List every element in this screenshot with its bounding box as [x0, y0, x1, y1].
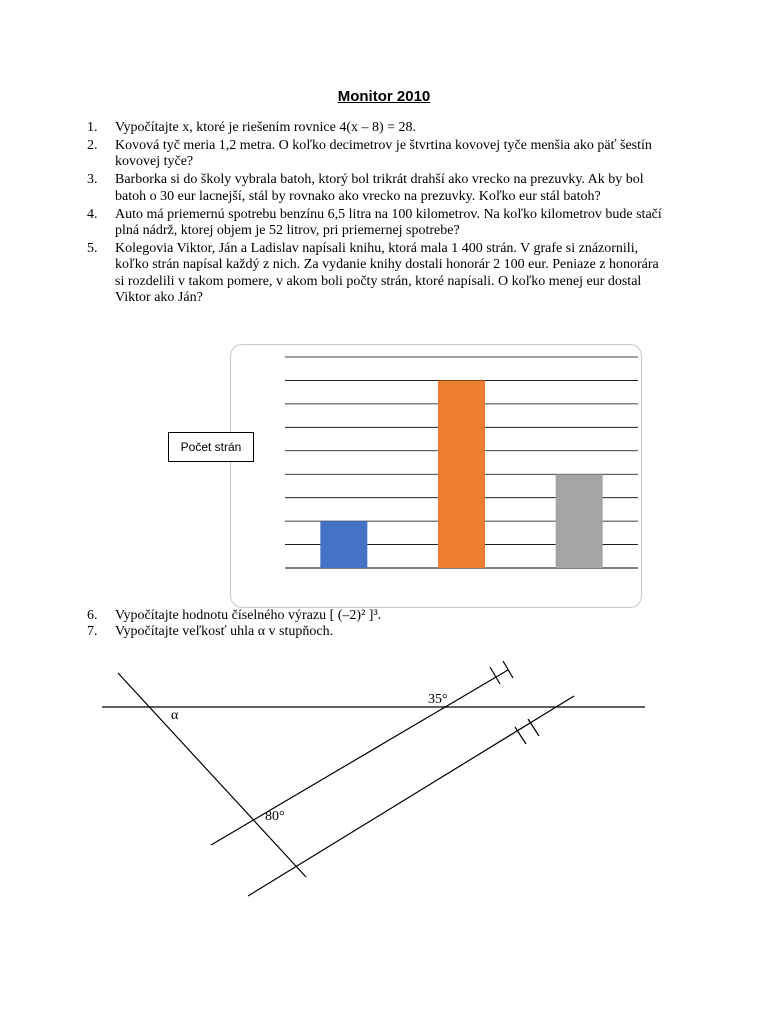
task-item — [87, 172, 667, 205]
chart-ylabel: Počet strán — [168, 432, 254, 462]
task-number: 2. — [87, 137, 98, 153]
bar-ján — [438, 380, 485, 568]
task-number: 3. — [87, 172, 98, 188]
task-number: 6. — [87, 608, 98, 623]
transversal-line — [118, 673, 306, 877]
parallel-tick — [503, 661, 513, 678]
parallel-line-1 — [211, 670, 508, 845]
bar-ladislav — [556, 474, 603, 568]
task-item — [87, 608, 667, 624]
task-item — [87, 120, 667, 136]
task-text: Vypočítajte hodnotu číselného výrazu [ (–2)² ]³. — [115, 608, 382, 623]
bar-viktor — [320, 521, 367, 568]
task-number: 1. — [87, 120, 98, 135]
task-text: Auto má priemernú spotrebu benzínu 6,5 litra na 100 kilometrov. Na koľko kilometrov bude stačí plná nádrž, ktorej objem je 52 litrov, pri priemernej spotrebe? — [115, 206, 662, 238]
task-text: Kolegovia Viktor, Ján a Ladislav napísali knihu, ktorá mala 1 400 strán. V grafe si znázornili, koľko strán napísal každý z nich. Za vydanie knihy dostali honorár 2 100 eur. Peniaze z honorára si rozdelili v takom pomere, v akom boli počty strán, ktoré napísali. O koľko menej eur dostal Viktor ako Ján? — [115, 240, 659, 306]
angle-diagram — [0, 640, 768, 920]
task-text: Vypočítajte x, ktoré je riešením rovnice 4(x – 8) = 28. — [115, 120, 417, 135]
task-list — [87, 120, 667, 308]
task-list-2 — [87, 608, 667, 641]
angle-80-label: 80° — [265, 809, 285, 824]
task-item — [87, 241, 667, 307]
parallel-line-2 — [248, 696, 574, 896]
task-item — [87, 138, 667, 171]
task-number: 5. — [87, 240, 98, 256]
angle-alpha-label: α — [171, 708, 179, 723]
task-number: 4. — [87, 206, 98, 222]
task-text: Barborka si do školy vybrala batoh, ktorý bol trikrát drahší ako vrecko na prezuvky. Ak by bol batoh o 30 eur lacnejší, stál by rovnako ako vrecko na prezuvky. Koľko eur stál batoh? — [115, 172, 644, 204]
task-number: 7. — [87, 624, 98, 640]
task-item — [87, 207, 667, 240]
angle-35-label: 35° — [428, 692, 448, 707]
page-title: Monitor 2010 — [337, 88, 431, 105]
bar-chart — [230, 344, 642, 608]
parallel-tick — [515, 727, 526, 744]
task-text: Vypočítajte veľkosť uhla α v stupňoch. — [115, 624, 334, 640]
chart-svg — [231, 345, 641, 607]
task-item — [87, 624, 667, 640]
task-text: Kovová tyč meria 1,2 metra. O koľko decimetrov je štvrtina kovovej tyče menšia ako päť šestín kovovej tyče? — [115, 137, 652, 170]
